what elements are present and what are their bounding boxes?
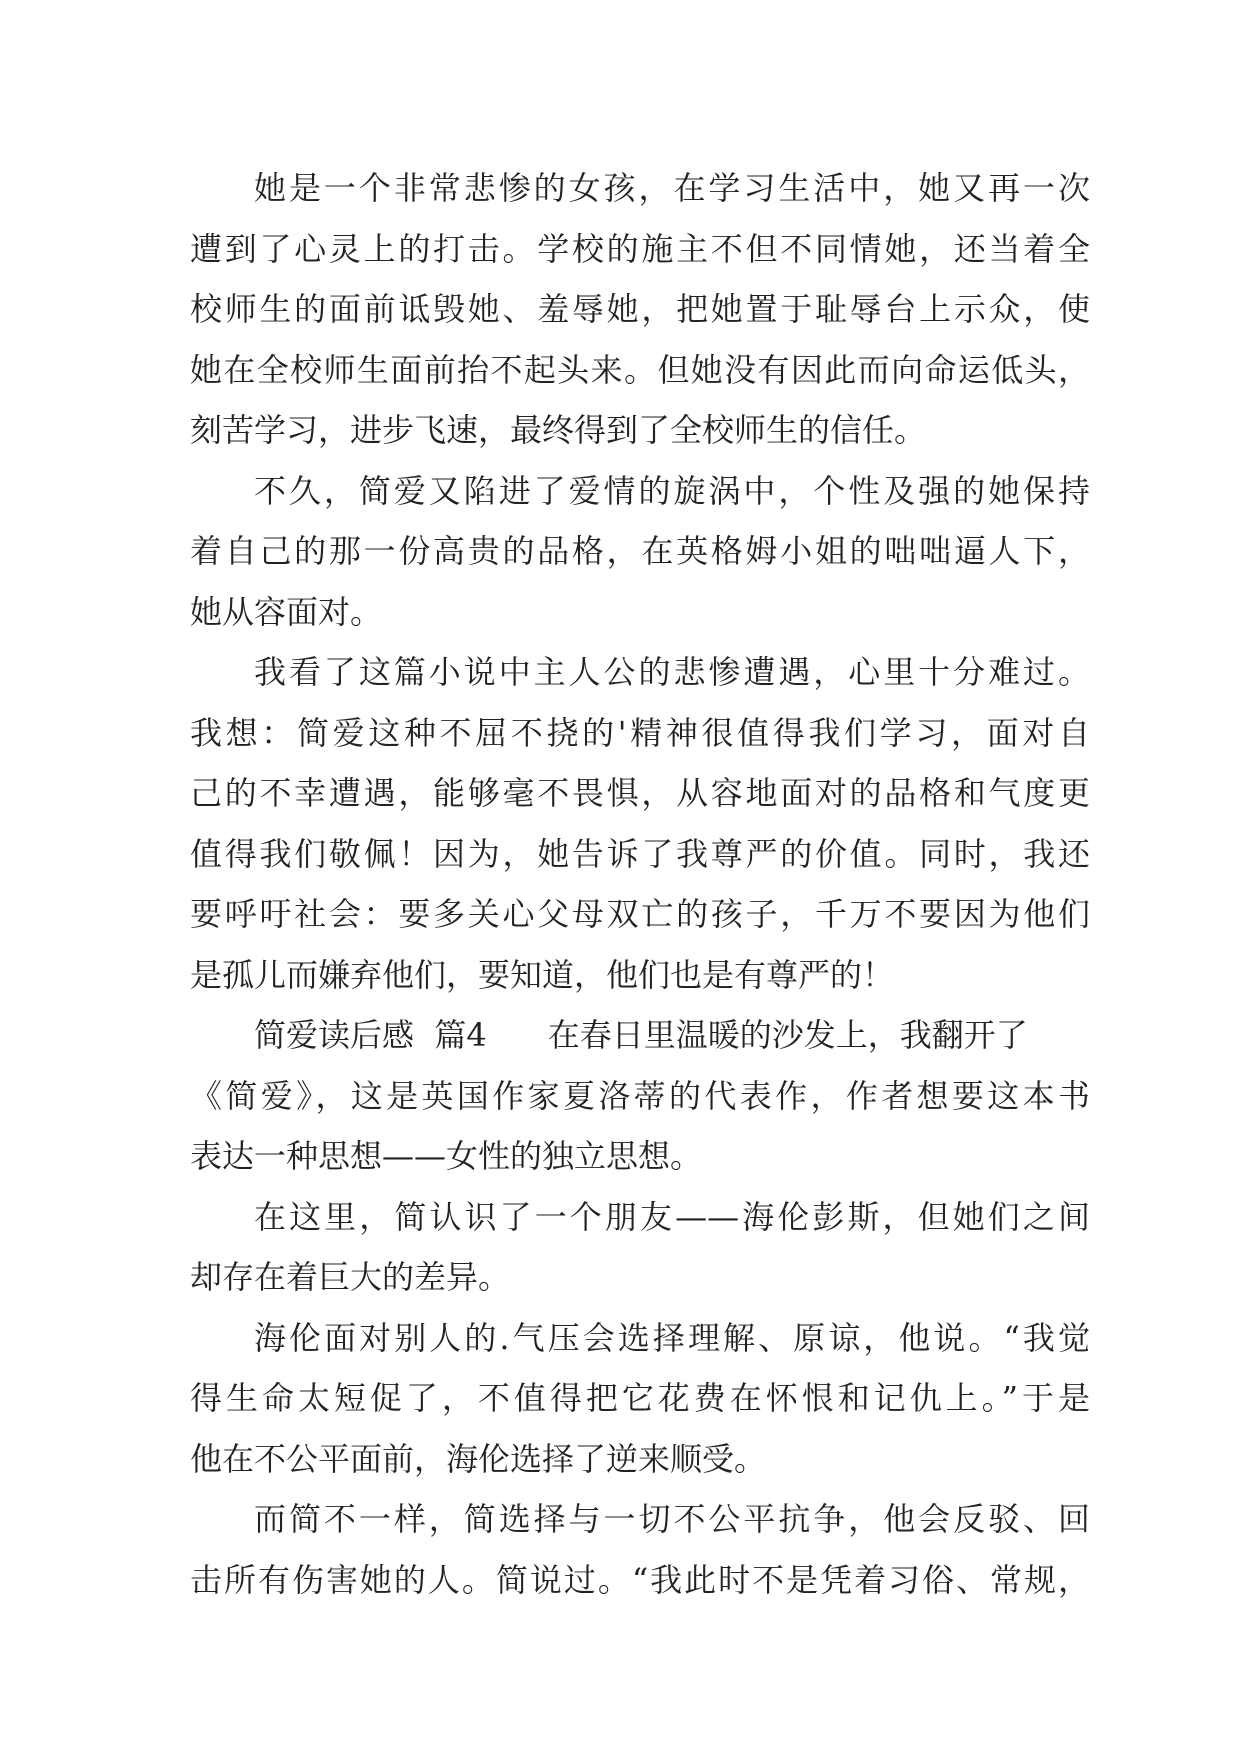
text-line: 我看了这篇小说中主人公的悲惨遭遇，心里十分难过。 [254,653,1090,691]
text-line: 她在全校师生面前抬不起头来。但她没有因此而向命运低头， [190,350,1090,389]
text-line: 击所有伤害她的人。简说过。“我此时不是凭着习俗、常规， [190,1560,1090,1599]
section-heading-line: 简爱读后感 篇4 在春日里温暖的沙发上，我翻开了 [254,1016,1028,1054]
text-line: 她是一个非常悲惨的女孩，在学习生活中，她又再一次 [254,169,1090,207]
text-line: 我想：简爱这种不屈不挠的'精神很值得我们学习，面对自 [190,713,1090,752]
text-line: 在这里，简认识了一个朋友——海伦彭斯，但她们之间 [254,1197,1090,1236]
text-line: 校师生的面前诋毁她、羞辱她，把她置于耻辱台上示众，使 [190,290,1090,328]
text-line: 《简爱》，这是英国作家夏洛蒂的代表作，作者想要这本书 [190,1076,1090,1115]
text-line: 她从容面对。 [190,592,383,631]
text-line: 遭到了心灵上的打击。学校的施主不但不同情她，还当着全 [190,229,1090,268]
text-line: 值得我们敬佩！因为，她告诉了我尊严的价值。同时，我还 [190,834,1090,873]
text-line: 是孤儿而嫌弃他们，要知道，他们也是有尊严的！ [190,955,895,994]
text-line: 要呼吁社会：要多关心父母双亡的孩子，千万不要因为他们 [190,895,1090,933]
body-text [190,158,1090,1610]
text-line: 己的不幸遭遇，能够毫不畏惧，从容地面对的品格和气度更 [190,774,1090,812]
text-line: 着自己的那一份高贵的品格，在英格姆小姐的咄咄逼人下， [190,532,1090,570]
text-line: 刻苦学习，进步飞速，最终得到了全校师生的信任。 [190,411,927,449]
text-line: 表达一种思想——女性的独立思想。 [190,1137,703,1175]
text-line: 不久，简爱又陷进了爱情的旋涡中，个性及强的她保持 [254,471,1090,510]
text-line: 而简不一样，简选择与一切不公平抗争，他会反驳、回 [254,1500,1090,1538]
text-line: 得生命太短促了，不值得把它花费在怀恨和记仇上。”于是 [190,1379,1090,1417]
text-line: 海伦面对别人的.气压会选择理解、原谅，他说。“我觉 [254,1318,1090,1357]
text-line: 却存在着巨大的差异。 [190,1258,511,1296]
text-line: 他在不公平面前，海伦选择了逆来顺受。 [190,1439,767,1478]
